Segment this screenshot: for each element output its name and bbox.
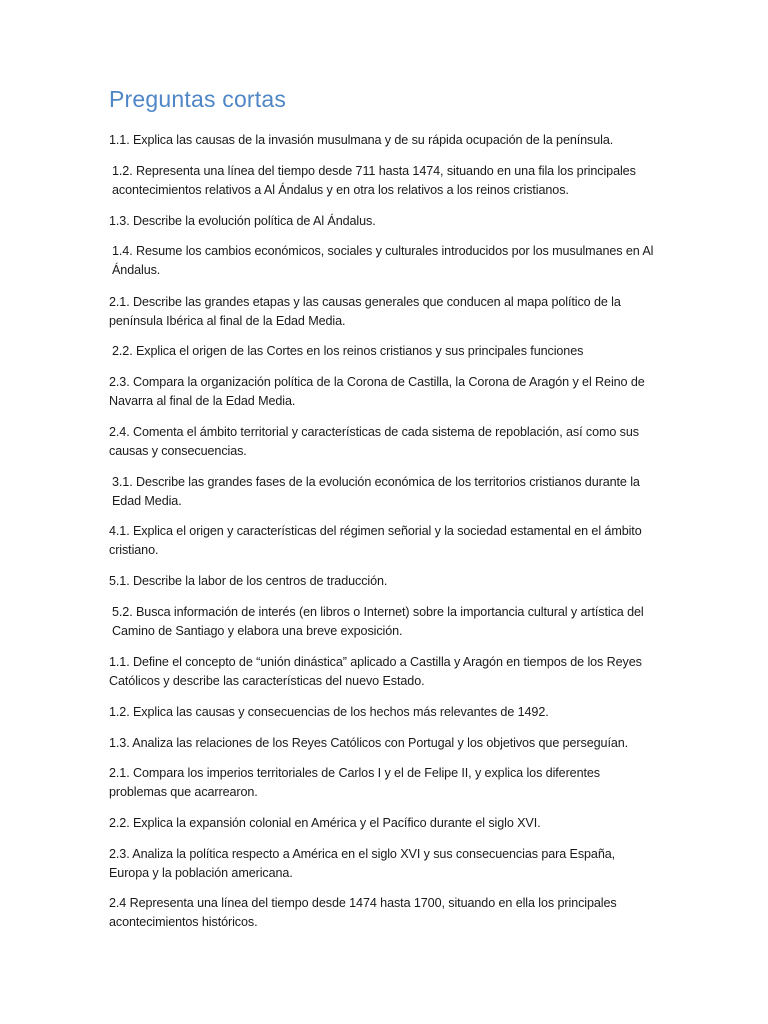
question-item: 5.1. Describe la labor de los centros de traducción. — [109, 574, 388, 588]
question-item: 2.3. Compara la organización política de la Corona de Castilla, la Corona de Aragón y el Reino de Navarra al final de la Edad Media. — [109, 375, 645, 408]
question-item: 1.3. Analiza las relaciones de los Reyes Católicos con Portugal y los objetivos que perseguían. — [109, 736, 629, 750]
question-item: 1.2. Explica las causas y consecuencias de los hechos más relevantes de 1492. — [109, 705, 549, 719]
question-item: 4.1. Explica el origen y características del régimen señorial y la sociedad estamental en el ámbito cristiano. — [109, 524, 642, 557]
question-item: 1.3. Describe la evolución política de Al Ándalus. — [109, 214, 376, 228]
question-item: 2.4. Comenta el ámbito territorial y características de cada sistema de repoblación, así como sus causas y consecuencias. — [109, 425, 639, 458]
question-item: 5.2. Busca información de interés (en libros o Internet) sobre la importancia cultural y artística del Camino de Santiago y elabora una breve exposición. — [112, 605, 644, 638]
question-item: 2.4 Representa una línea del tiempo desde 1474 hasta 1700, situando en ella los principales acontecimientos históricos. — [109, 896, 617, 929]
question-item: 2.2. Explica la expansión colonial en América y el Pacífico durante el siglo XVI. — [109, 816, 541, 830]
question-item: 2.1. Compara los imperios territoriales de Carlos I y el de Felipe II, y explica los diferentes problemas que acarrearon. — [109, 766, 600, 799]
question-item: 2.3. Analiza la política respecto a América en el siglo XVI y sus consecuencias para España, Europa y la población americana. — [109, 847, 616, 880]
question-item: 1.1. Define el concepto de “unión dinástica” aplicado a Castilla y Aragón en tiempos de los Reyes Católicos y describe las características del nuevo Estado. — [109, 655, 642, 688]
question-item: 2.2. Explica el origen de las Cortes en los reinos cristianos y sus principales funciones — [112, 344, 584, 358]
question-item: 1.2. Representa una línea del tiempo desde 711 hasta 1474, situando en una fila los principales acontecimientos relativos a Al Ándalus y en otra los relativos a los reinos cristianos. — [112, 164, 636, 197]
page-title: Preguntas cortas — [109, 86, 287, 112]
question-item: 1.4. Resume los cambios económicos, sociales y culturales introducidos por los musulmanes en Al Ándalus. — [112, 244, 654, 277]
question-item: 3.1. Describe las grandes fases de la evolución económica de los territorios cristianos durante la Edad Media. — [112, 475, 640, 508]
question-item: 2.1. Describe las grandes etapas y las causas generales que conducen al mapa político de la península Ibérica al final de la Edad Media. — [109, 295, 621, 328]
question-item: 1.1. Explica las causas de la invasión musulmana y de su rápida ocupación de la península. — [109, 133, 614, 147]
